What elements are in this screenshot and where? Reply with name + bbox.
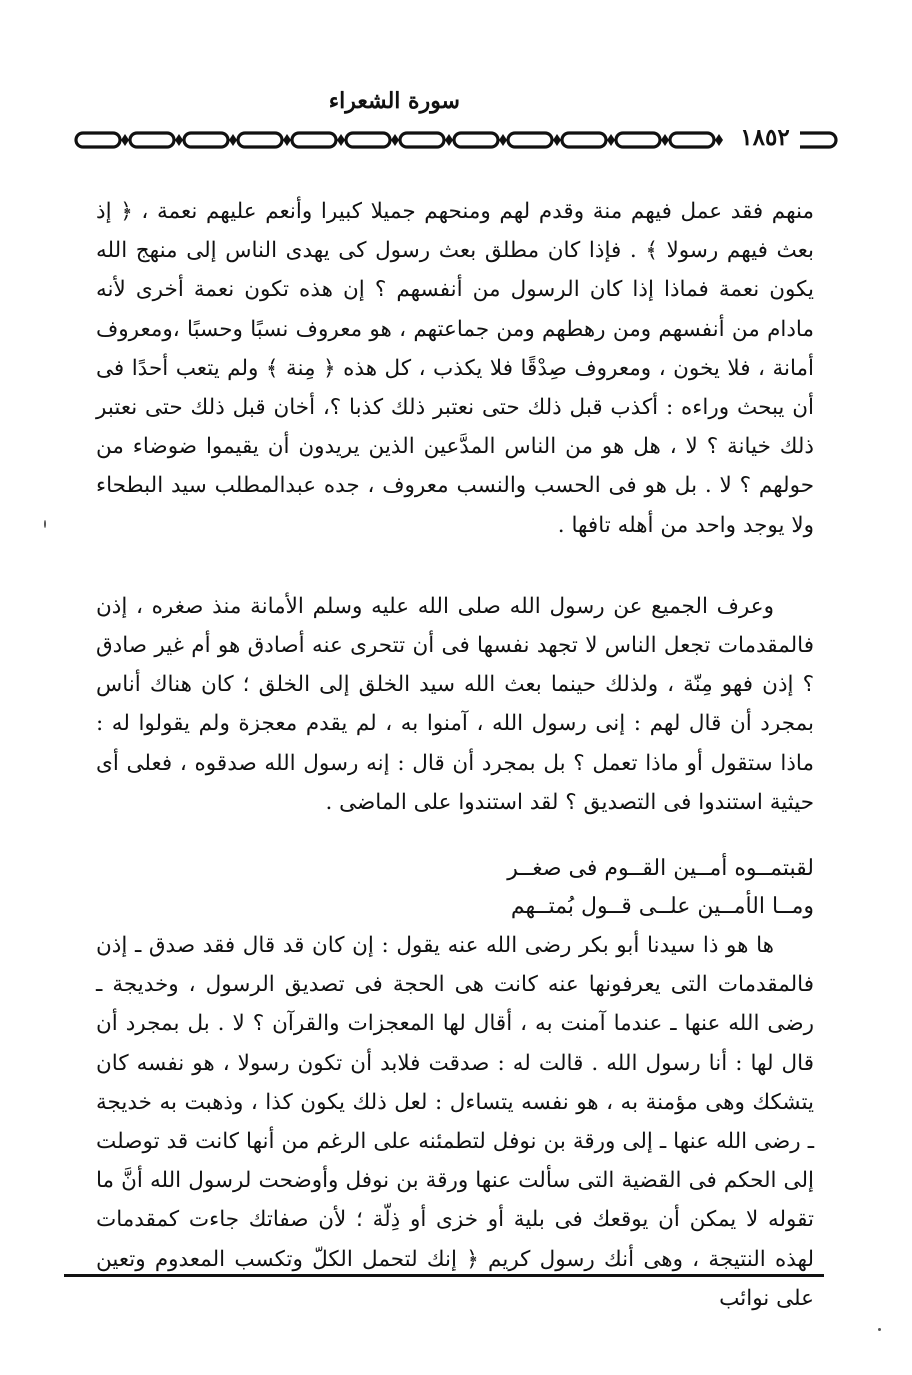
- scan-speck: [878, 1328, 881, 1331]
- chain-diamonds: [121, 134, 723, 146]
- verse-line-1: [96, 850, 814, 888]
- page-number: ١٨٥٢: [730, 124, 800, 152]
- paragraph-1: منهم فقد عمل فيهم منة وقدم لهم ومنحهم جميلا كبيرا وأنعم عليهم نعمة ، ﴿ إذ بعث فيهم رسولا ﴾ . فإذا كان مطلق بعث رسول كى يهدى الناس إلى منهج الله يكون نعمة فماذا إذا كان الرسول من أنفسهم ؟ إن هذه تكون نعمة أخرى لأنه مادام من أنفسهم ومن رهطهم ومن جماعتهم ، هو معروف نسبًا وحسبًا ،ومعروف أمانة ، فلا يخون ، ومعروف صِدْقًا فلا يكذب ، كل هذه ﴿ مِنة ﴾ ولم يتعب أحدًا فى أن يبحث وراءه : أكذب قبل ذلك حتى نعتبر ذلك كذبا ؟، أخان قبل ذلك حتى نعتبر ذلك خيانة ؟ لا ، هل هو من الناس المدَّعين الذين يريدون أن يقيموا ضوضاء من حولهم ؟ لا . بل هو فى الحسب والنسب معروف ، جده عبدالمطلب سيد البطحاء ولا يوجد واحد من أهله تافها .: [96, 199, 814, 538]
- paragraph-2: وعرف الجميع عن رسول الله صلى الله عليه وسلم الأمانة منذ صغره ، إذن فالمقدمات تجعل الناس لا تجهد نفسها فى أن تتحرى عنه أصادق هو أم غير صادق ؟ إذن فهو مِنّة ، ولذلك حينما بعث الله سيد الخلق إلى الخلق ؛ كان هناك أناس بمجرد أن قال لهم : إنى رسول الله ، آمنوا به ، لم يقدم معجزة ولم يقولوا له : ماذا ستقول أو ماذا تعمل ؟ بل بمجرد أن قال : إنه رسول الله صدقوه ، فعلى أى حيثية استندوا فى التصديق ؟ لقد استندوا على الماضى .: [96, 593, 814, 815]
- verse-line-2-text: ومــا الأمــين علــى قــول بُمتــهم: [510, 894, 814, 920]
- verse-line-2: [96, 888, 814, 926]
- verse-line-1-text: لقبتمــوه أمــين القــوم فى صغــر: [507, 856, 814, 882]
- body-text: [96, 192, 814, 1318]
- paragraph-3: ها هو ذا سيدنا أبو بكر رضى الله عنه يقول : إن كان قد قال فقد صدق ـ إذن فالمقدمات التى يعرفونها عنه كانت هى الحجة فى تصديق الرسول ، وخديجة ـ رضى الله عنها ـ عندما آمنت به ، أقال لها المعجزات والقرآن ؟ لا . بل بمجرد أن قال لها : أنا رسول الله . قالت له : صدقت فلابد أن تكون رسولا ، هو نفسه كان يتشكك وهى مؤمنة به ، هو نفسه يتساءل : لعل ذلك يكون كذا ، وذهبت به خديجة ـ رضى الله عنها ـ إلى ورقة بن نوفل لتطمئنه على الرغم من أنها كانت قد توصلت إلى الحكم فى القضية التى سألت عنها ورقة بن نوفل وأوضحت لرسول الله أنَّ ما تقوله لا يمكن أن يوقعك فى بلية أو خزى أو ذِلّة ؛ لأن صفاتك جاءت كمقدمات لهذه النتيجة ، وهى أنك رسول كريم ﴿ إنك لتحمل الكلّ وتكسب المعدوم وتعين على نوائب: [96, 933, 814, 1311]
- poetry-verse: [96, 850, 814, 926]
- paragraph-gap: [96, 545, 814, 587]
- scan-speck: [44, 520, 46, 528]
- header-chain-ornament: [72, 125, 842, 155]
- footer-rule: [64, 1274, 824, 1277]
- running-title: سورة الشعراء: [328, 88, 460, 114]
